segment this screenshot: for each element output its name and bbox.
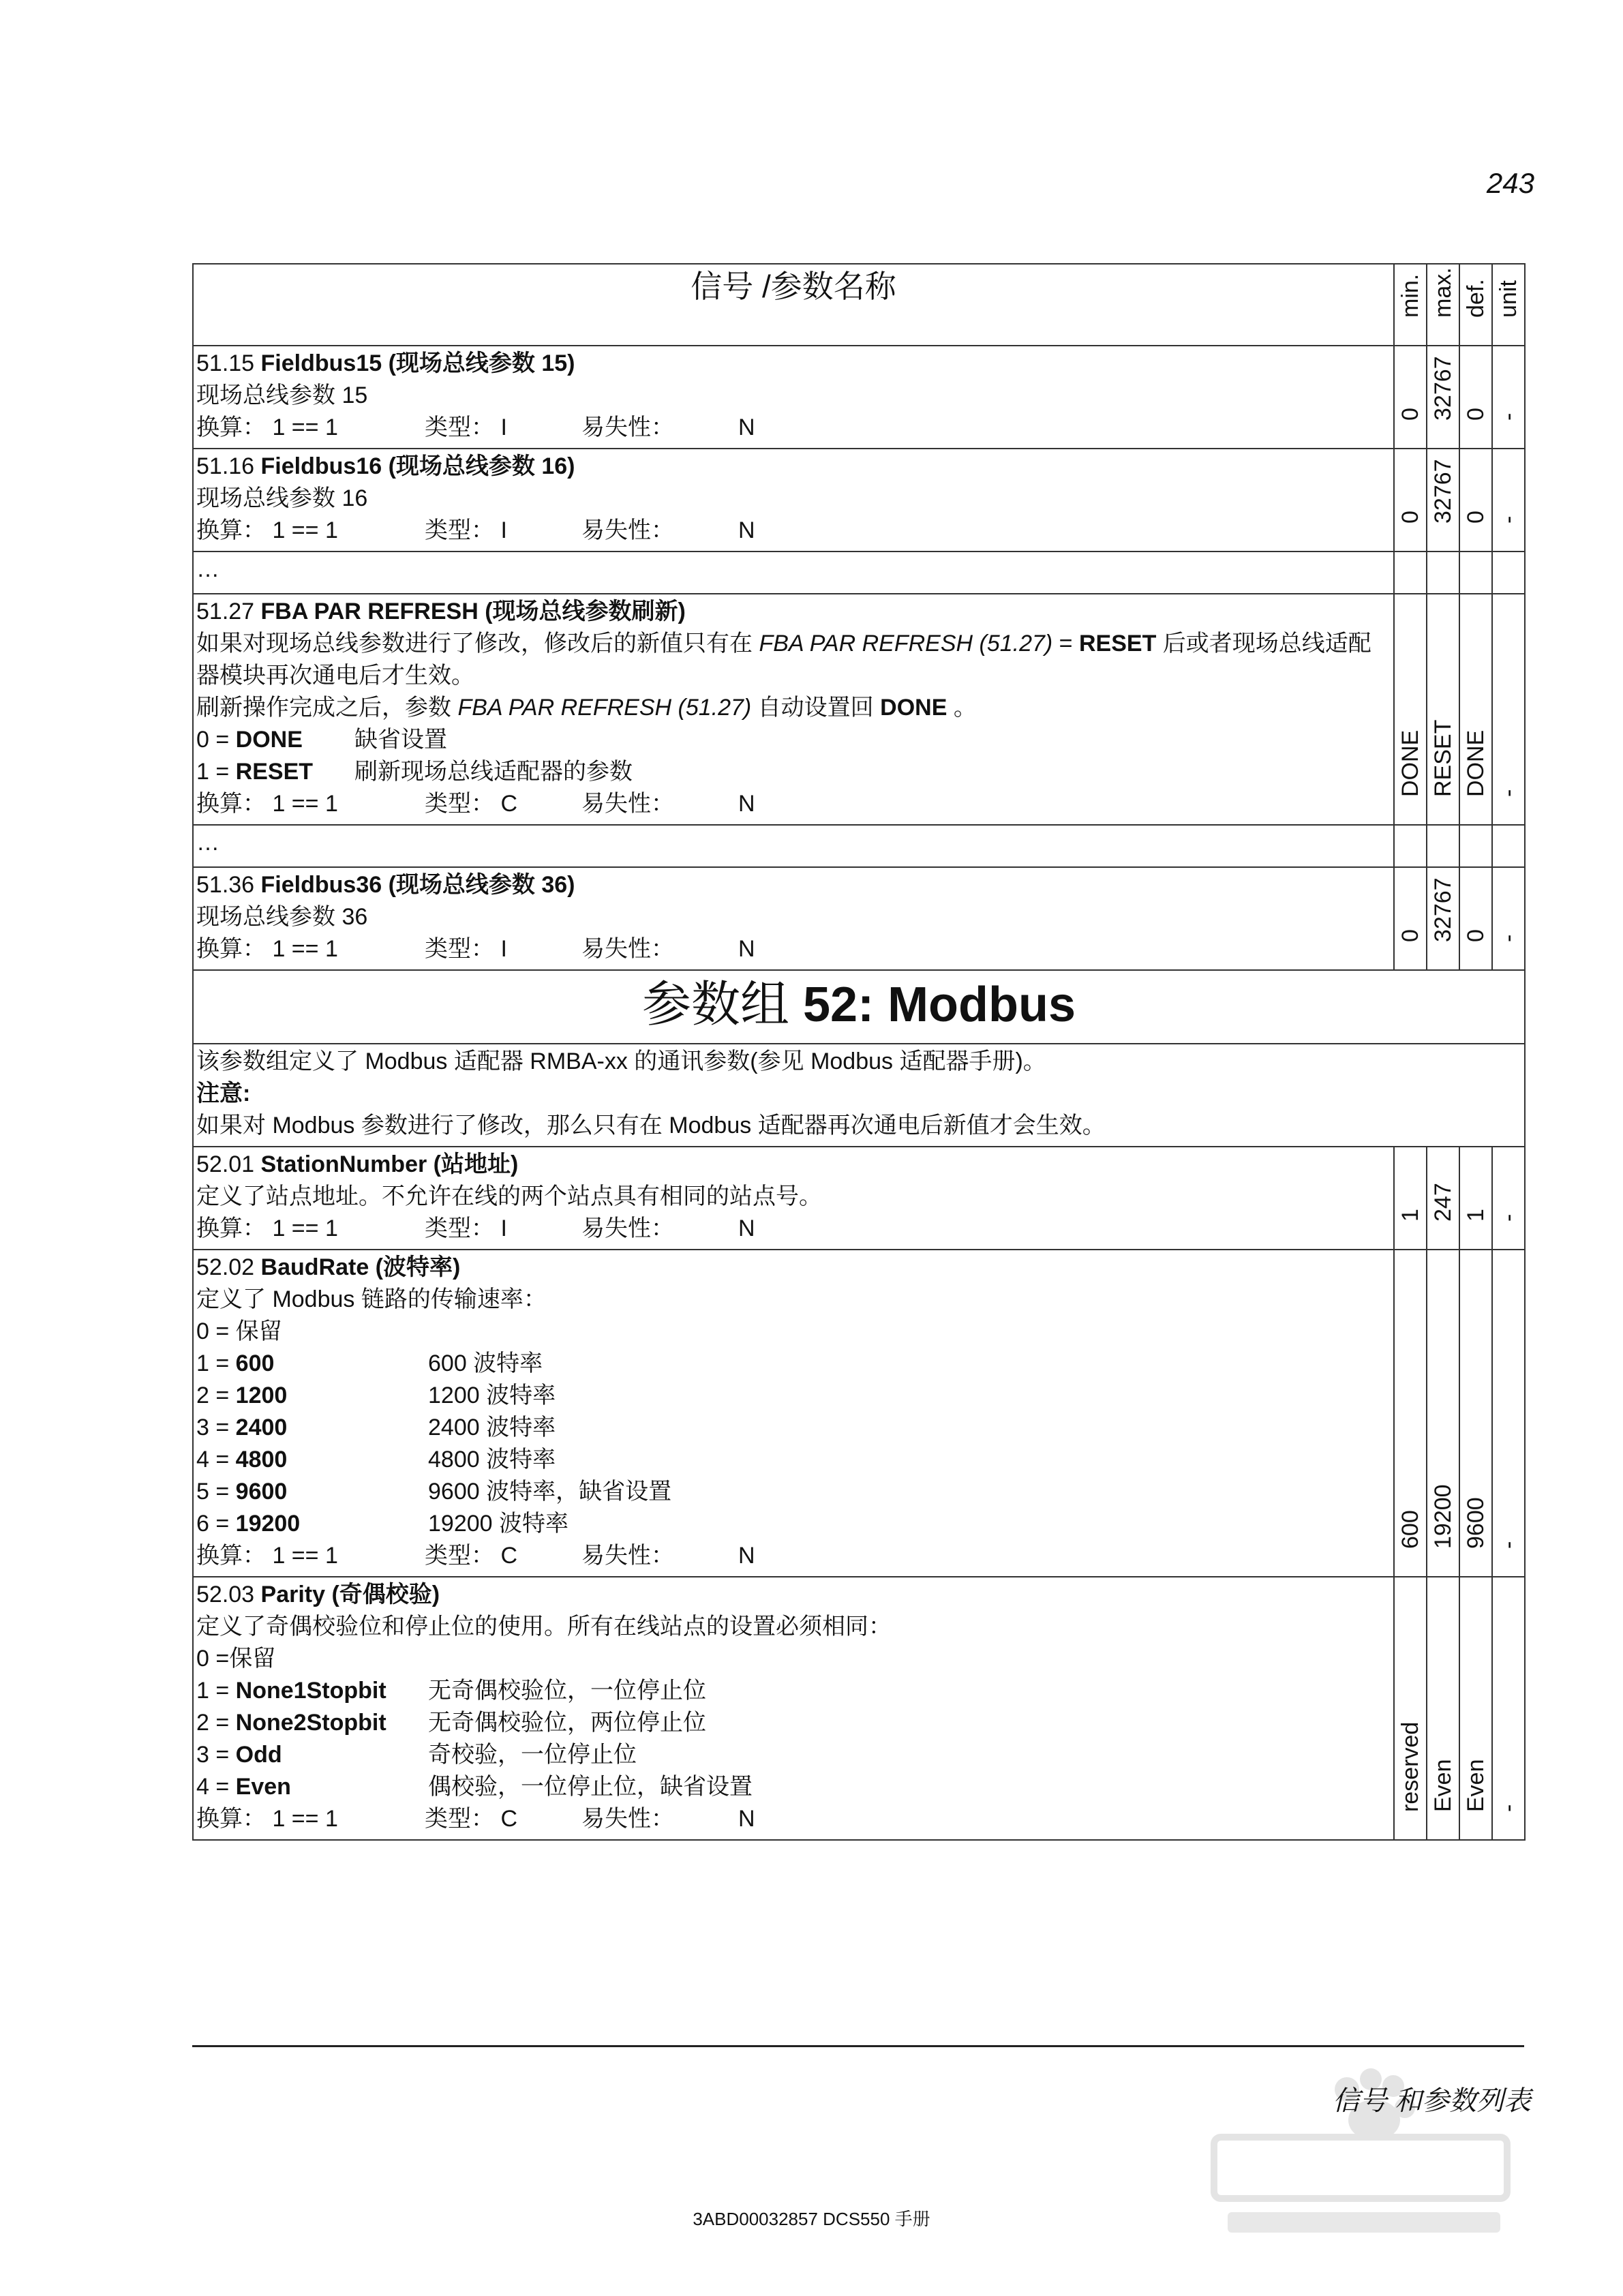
option-line <box>196 724 1389 756</box>
value-max-text: 32767 <box>1430 356 1456 421</box>
description-paragraph: 如果对现场总线参数进行了修改，修改后的新值只有在 FBA PAR REFRESH (51.27) = RESET 后或者现场总线适配器模块再次通电后才生效。 <box>196 631 1371 689</box>
param-number: 51.36 <box>196 872 261 898</box>
param-name: Fieldbus15 (现场总线参数 15) <box>260 350 575 376</box>
param-name: FBA PAR REFRESH (现场总线参数刷新) <box>260 599 686 624</box>
value-unit-text: - <box>1496 1804 1521 1812</box>
option-description: 偶校验，一位停止位，缺省设置 <box>428 1774 753 1800</box>
param-row <box>193 1250 1525 1577</box>
conversion-field: N <box>738 517 755 543</box>
value-unit <box>1492 1250 1525 1577</box>
option-value: 3 = 2400 <box>196 1415 288 1440</box>
value-reference: DONE <box>880 695 947 721</box>
conversion-field: 换算： 1 == 1 <box>196 936 338 962</box>
option-description: 9600 波特率，缺省设置 <box>428 1479 672 1505</box>
conversion-field: 类型： I <box>425 517 507 543</box>
option-name: 2400 <box>235 1415 288 1440</box>
empty-cell <box>1427 825 1459 867</box>
conversion-line <box>196 1803 1389 1835</box>
value-unit-text: - <box>1496 789 1521 797</box>
param-title <box>196 451 1389 483</box>
conversion-field: 类型： I <box>425 1215 507 1241</box>
option-value: 1 = RESET <box>196 759 314 785</box>
group-intro-row <box>193 1044 1525 1147</box>
option-line <box>196 1444 1389 1476</box>
param-name: BaudRate (波特率) <box>260 1254 461 1280</box>
conversion-line <box>196 1540 1389 1572</box>
param-name: Parity (奇偶校验) <box>260 1582 440 1607</box>
table-header-row <box>193 264 1525 346</box>
header-min: min. <box>1394 264 1427 346</box>
param-number: 51.15 <box>196 350 261 376</box>
conversion-field: 易失性： <box>581 414 674 440</box>
conversion-line <box>196 788 1389 820</box>
value-reference: RESET <box>1078 631 1157 656</box>
empty-cell <box>1492 825 1525 867</box>
option-line <box>196 1771 1389 1803</box>
option-value: 4 = Even <box>196 1774 291 1800</box>
option-value: 1 = 600 <box>196 1350 275 1376</box>
header-max: max. <box>1427 264 1459 346</box>
value-unit-text: - <box>1496 1213 1521 1222</box>
option-name: DONE <box>235 727 303 753</box>
option-value: 2 = None2Stopbit <box>196 1710 386 1736</box>
value-def-text: 9600 <box>1463 1497 1489 1549</box>
option-line <box>196 1380 1389 1412</box>
value-def <box>1459 1147 1492 1250</box>
option-description: 奇校验，一位停止位 <box>428 1742 637 1768</box>
value-unit <box>1492 1577 1525 1840</box>
document-id: 3ABD00032857 DCS550 手册 <box>693 2209 930 2229</box>
option-description: 4800 波特率 <box>428 1447 556 1472</box>
conversion-field: 换算： 1 == 1 <box>196 1806 338 1832</box>
description-paragraph: 刷新操作完成之后，参数 FBA PAR REFRESH (51.27) 自动设置回 DONE 。 <box>196 695 977 721</box>
param-description <box>193 1250 1394 1577</box>
empty-cell <box>1492 552 1525 594</box>
value-def-text: 1 <box>1463 1209 1489 1222</box>
description-line: 现场总线参数 36 <box>196 904 368 930</box>
param-description <box>193 867 1394 970</box>
param-description: … <box>193 825 1394 867</box>
conversion-field: N <box>738 1543 755 1569</box>
conversion-line <box>196 515 1389 547</box>
param-number: 52.02 <box>196 1254 261 1280</box>
value-def <box>1459 346 1492 449</box>
option-name: 4800 <box>235 1447 288 1472</box>
value-min <box>1394 1147 1427 1250</box>
option-description: 2400 波特率 <box>428 1415 556 1440</box>
parameter-table <box>192 263 1526 1841</box>
conversion-field: 易失性： <box>581 1543 674 1569</box>
option-name: 1200 <box>235 1383 288 1408</box>
option-line <box>196 1707 1389 1739</box>
value-min-text: 600 <box>1397 1510 1423 1549</box>
conversion-field: 类型： I <box>425 414 507 440</box>
group-title: 参数组 52: Modbus <box>193 970 1525 1044</box>
option-name: Even <box>235 1774 291 1800</box>
description-line: 定义了奇偶校验位和停止位的使用。所有在线站点的设置必须相同： <box>196 1614 892 1640</box>
param-row <box>193 594 1525 825</box>
value-max <box>1427 346 1459 449</box>
option-line <box>196 1476 1389 1508</box>
param-number: 52.01 <box>196 1151 261 1177</box>
value-def <box>1459 1577 1492 1840</box>
ellipsis-row <box>193 825 1525 867</box>
header-title: 信号 /参数名称 <box>193 264 1394 346</box>
conversion-field: 易失性： <box>581 936 674 962</box>
description-line: 定义了站点地址。不允许在线的两个站点具有相同的站点号。 <box>196 1183 822 1209</box>
conversion-field: 换算： 1 == 1 <box>196 517 338 543</box>
param-name: Fieldbus36 (现场总线参数 36) <box>260 872 575 898</box>
param-title <box>196 348 1389 380</box>
param-row <box>193 1147 1525 1250</box>
value-min-text: 0 <box>1397 929 1423 942</box>
value-unit-text: - <box>1496 934 1521 942</box>
value-min <box>1394 594 1427 825</box>
param-reference: FBA PAR REFRESH (51.27) <box>759 631 1053 656</box>
value-max-text: RESET <box>1430 719 1456 797</box>
param-description <box>193 594 1394 825</box>
value-min <box>1394 346 1427 449</box>
param-name: Fieldbus16 (现场总线参数 16) <box>260 453 575 479</box>
description-line: 现场总线参数 15 <box>196 382 368 408</box>
param-description <box>193 449 1394 552</box>
option-line <box>196 756 1389 788</box>
option-value: 5 = 9600 <box>196 1479 288 1505</box>
description-line: 0 =保留 <box>196 1646 276 1672</box>
empty-cell <box>1394 552 1427 594</box>
value-unit <box>1492 594 1525 825</box>
value-def-text: 0 <box>1463 929 1489 942</box>
value-max <box>1427 1250 1459 1577</box>
value-unit-text: - <box>1496 412 1521 421</box>
option-name: 19200 <box>235 1511 301 1537</box>
conversion-line <box>196 933 1389 965</box>
conversion-line <box>196 412 1389 444</box>
conversion-field: 类型： I <box>425 936 507 962</box>
value-min <box>1394 1577 1427 1840</box>
option-value: 3 = Odd <box>196 1742 282 1768</box>
value-max-text: Even <box>1430 1759 1456 1812</box>
value-unit <box>1492 449 1525 552</box>
param-description: … <box>193 552 1394 594</box>
value-min <box>1394 867 1427 970</box>
conversion-field: 类型： C <box>425 1543 517 1569</box>
group-name: 52: Modbus <box>803 978 1076 1032</box>
option-description: 19200 波特率 <box>428 1511 568 1537</box>
option-value: 1 = None1Stopbit <box>196 1678 386 1704</box>
conversion-field: 易失性： <box>581 1215 674 1241</box>
value-def-text: 0 <box>1463 408 1489 421</box>
option-name: 9600 <box>235 1479 288 1505</box>
option-line <box>196 1739 1389 1771</box>
param-title <box>196 1579 1389 1611</box>
option-name: RESET <box>235 759 314 785</box>
conversion-field: N <box>738 414 755 440</box>
value-max-text: 247 <box>1430 1183 1456 1222</box>
empty-cell <box>1427 552 1459 594</box>
empty-cell <box>1459 552 1492 594</box>
page-number: 243 <box>1486 167 1534 199</box>
conversion-field: N <box>738 1806 755 1832</box>
option-name: 600 <box>235 1350 275 1376</box>
conversion-field: N <box>738 936 755 962</box>
option-description: 1200 波特率 <box>428 1383 556 1408</box>
option-name: None2Stopbit <box>235 1710 386 1736</box>
intro-line: 该参数组定义了 Modbus 适配器 RMBA-xx 的通讯参数(参见 Modbus 适配器手册)。 <box>196 1048 1046 1074</box>
note-line: 如果对 Modbus 参数进行了修改，那么只有在 Modbus 适配器再次通电后新值才会生效。 <box>196 1113 1106 1138</box>
option-line <box>196 1412 1389 1444</box>
param-description <box>193 346 1394 449</box>
conversion-line <box>196 1213 1389 1245</box>
param-row <box>193 1577 1525 1840</box>
value-unit <box>1492 1147 1525 1250</box>
value-min-text: 0 <box>1397 511 1423 524</box>
value-def <box>1459 594 1492 825</box>
group-heading-row <box>193 970 1525 1044</box>
param-description <box>193 1147 1394 1250</box>
option-name: Odd <box>235 1742 282 1768</box>
value-unit <box>1492 867 1525 970</box>
value-max <box>1427 594 1459 825</box>
option-line <box>196 1675 1389 1707</box>
value-max <box>1427 1147 1459 1250</box>
conversion-field: 换算： 1 == 1 <box>196 1543 338 1569</box>
param-title <box>196 1149 1389 1181</box>
conversion-field: 易失性： <box>581 1806 674 1832</box>
value-min-text: DONE <box>1397 729 1423 797</box>
param-row <box>193 346 1525 449</box>
header-unit: unit <box>1492 264 1525 346</box>
value-def-text: Even <box>1463 1759 1489 1812</box>
param-number: 52.03 <box>196 1582 261 1607</box>
conversion-field: 类型： C <box>425 1806 517 1832</box>
group-intro <box>193 1044 1525 1147</box>
option-description: 无奇偶校验位，两位停止位 <box>428 1710 706 1736</box>
param-title <box>196 596 1389 628</box>
option-line <box>196 1348 1389 1380</box>
value-unit <box>1492 346 1525 449</box>
conversion-field: 换算： 1 == 1 <box>196 1215 338 1241</box>
value-max <box>1427 867 1459 970</box>
option-name: None1Stopbit <box>235 1678 386 1704</box>
value-def-text: DONE <box>1463 729 1489 797</box>
option-description: 600 波特率 <box>428 1350 543 1376</box>
value-min <box>1394 449 1427 552</box>
value-min-text: 0 <box>1397 408 1423 421</box>
header-def: def. <box>1459 264 1492 346</box>
param-row <box>193 449 1525 552</box>
description-line: 现场总线参数 16 <box>196 485 368 511</box>
footer-divider <box>192 2045 1524 2047</box>
param-row <box>193 867 1525 970</box>
conversion-field: 类型： C <box>425 791 517 817</box>
option-value: 6 = 19200 <box>196 1511 301 1537</box>
value-unit-text: - <box>1496 1541 1521 1549</box>
option-value: 0 = DONE <box>196 727 303 753</box>
conversion-field: 易失性： <box>581 791 674 817</box>
param-description <box>193 1577 1394 1840</box>
param-title <box>196 869 1389 901</box>
value-max <box>1427 1577 1459 1840</box>
value-def <box>1459 1250 1492 1577</box>
param-number: 51.27 <box>196 599 261 624</box>
description-line: 0 = 保留 <box>196 1318 282 1344</box>
value-min-text: reserved <box>1397 1721 1423 1812</box>
value-min <box>1394 1250 1427 1577</box>
option-description: 无奇偶校验位，一位停止位 <box>428 1678 706 1704</box>
option-description: 刷新现场总线适配器的参数 <box>354 759 633 785</box>
conversion-field: 易失性： <box>581 517 674 543</box>
value-max-text: 32767 <box>1430 877 1456 942</box>
value-def <box>1459 867 1492 970</box>
conversion-field: 换算： 1 == 1 <box>196 414 338 440</box>
value-max <box>1427 449 1459 552</box>
value-def-text: 0 <box>1463 511 1489 524</box>
option-value: 4 = 4800 <box>196 1447 288 1472</box>
ellipsis-row <box>193 552 1525 594</box>
footer-title: 信号 和参数列表 <box>1332 2086 1531 2116</box>
note-label-text: 注意: <box>196 1081 251 1106</box>
note-label <box>196 1078 1520 1110</box>
option-description: 缺省设置 <box>354 727 447 753</box>
empty-cell <box>1394 825 1427 867</box>
param-name: StationNumber (站地址) <box>260 1151 519 1177</box>
conversion-field: N <box>738 1215 755 1241</box>
option-value: 2 = 1200 <box>196 1383 288 1408</box>
empty-cell <box>1459 825 1492 867</box>
param-number: 51.16 <box>196 453 261 479</box>
description-line: 定义了 Modbus 链路的传输速率： <box>196 1286 547 1312</box>
conversion-field: N <box>738 791 755 817</box>
value-max-text: 32767 <box>1430 459 1456 524</box>
value-def <box>1459 449 1492 552</box>
param-title <box>196 1252 1389 1284</box>
value-max-text: 19200 <box>1430 1484 1456 1549</box>
value-unit-text: - <box>1496 515 1521 524</box>
option-line <box>196 1508 1389 1540</box>
param-reference: FBA PAR REFRESH (51.27) <box>457 695 752 721</box>
conversion-field: 换算： 1 == 1 <box>196 791 338 817</box>
value-min-text: 1 <box>1397 1209 1423 1222</box>
